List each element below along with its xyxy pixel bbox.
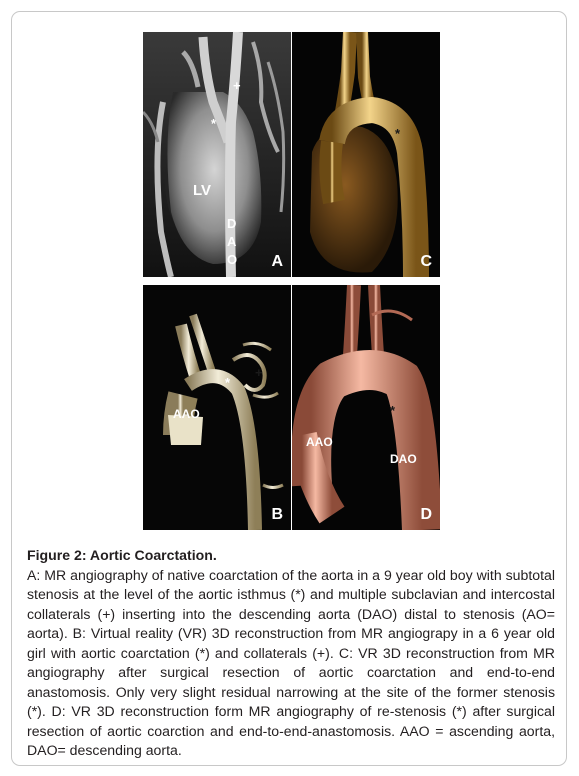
panel-b-image bbox=[143, 285, 291, 530]
figure-caption bbox=[27, 546, 555, 761]
panel-a-lv-label: LV bbox=[193, 182, 212, 199]
panel-d-letter: D bbox=[420, 506, 432, 523]
panel-d-image bbox=[292, 285, 440, 530]
panel-a-star-marker: * bbox=[211, 116, 217, 131]
panel-d-dao-label: DAO bbox=[390, 452, 417, 466]
panel-d-aao-label: AAO bbox=[306, 435, 333, 449]
panel-b-vr-reconstruction bbox=[143, 285, 291, 530]
panel-a-plus-marker: + bbox=[233, 78, 241, 93]
panel-a-image bbox=[143, 32, 291, 277]
caption-body: A: MR angiography of native coarctation of the aorta in a 9 year old boy with subtotal stenosis at the level of the aortic isthmus (*) and multiple subclavian and intercostal collaterals (+) inserting into the descending aorta (DAO) distal to stenosis (AO= aorta). B: Virtual reality (VR) 3D reconstruction from MR angiograpy in a 6 year old girl with aortic coarctation (*) and collaterals (+). C: VR 3D reconstruction from MR angiography after surgical resection of aortic coarctation and end-to-end anastomosis. Only very slight residual narrowing at the site of the former stenosis (*). D: VR 3D reconstruction form MR angiography of re-stenosis (*) after surgical resection of aortic coarction and end-to-end-anastomosis. AAO = ascending aorta, DAO= descending aorta. bbox=[27, 566, 555, 758]
panel-a-mr-angiography bbox=[143, 32, 291, 277]
panel-c-letter: C bbox=[420, 253, 432, 270]
panel-c-vr-reconstruction bbox=[292, 32, 440, 277]
panel-a-dao-a: A bbox=[227, 234, 237, 249]
panel-d-vr-reconstruction bbox=[292, 285, 440, 530]
panel-a-letter: A bbox=[271, 253, 283, 270]
panel-d-star-marker: * bbox=[390, 403, 396, 418]
caption-title: Figure 2: Aortic Coarctation. bbox=[27, 547, 217, 563]
panel-a-dao-o: O bbox=[227, 252, 238, 267]
panel-a-dao-d: D bbox=[227, 216, 237, 231]
panel-b-letter: B bbox=[271, 506, 283, 523]
panel-c-star-marker: * bbox=[395, 126, 401, 141]
panel-b-aao-label: AAO bbox=[173, 407, 200, 421]
panel-c-image bbox=[292, 32, 440, 277]
panel-b-plus-marker: + bbox=[255, 365, 263, 380]
panel-b-star-marker: * bbox=[225, 375, 231, 390]
